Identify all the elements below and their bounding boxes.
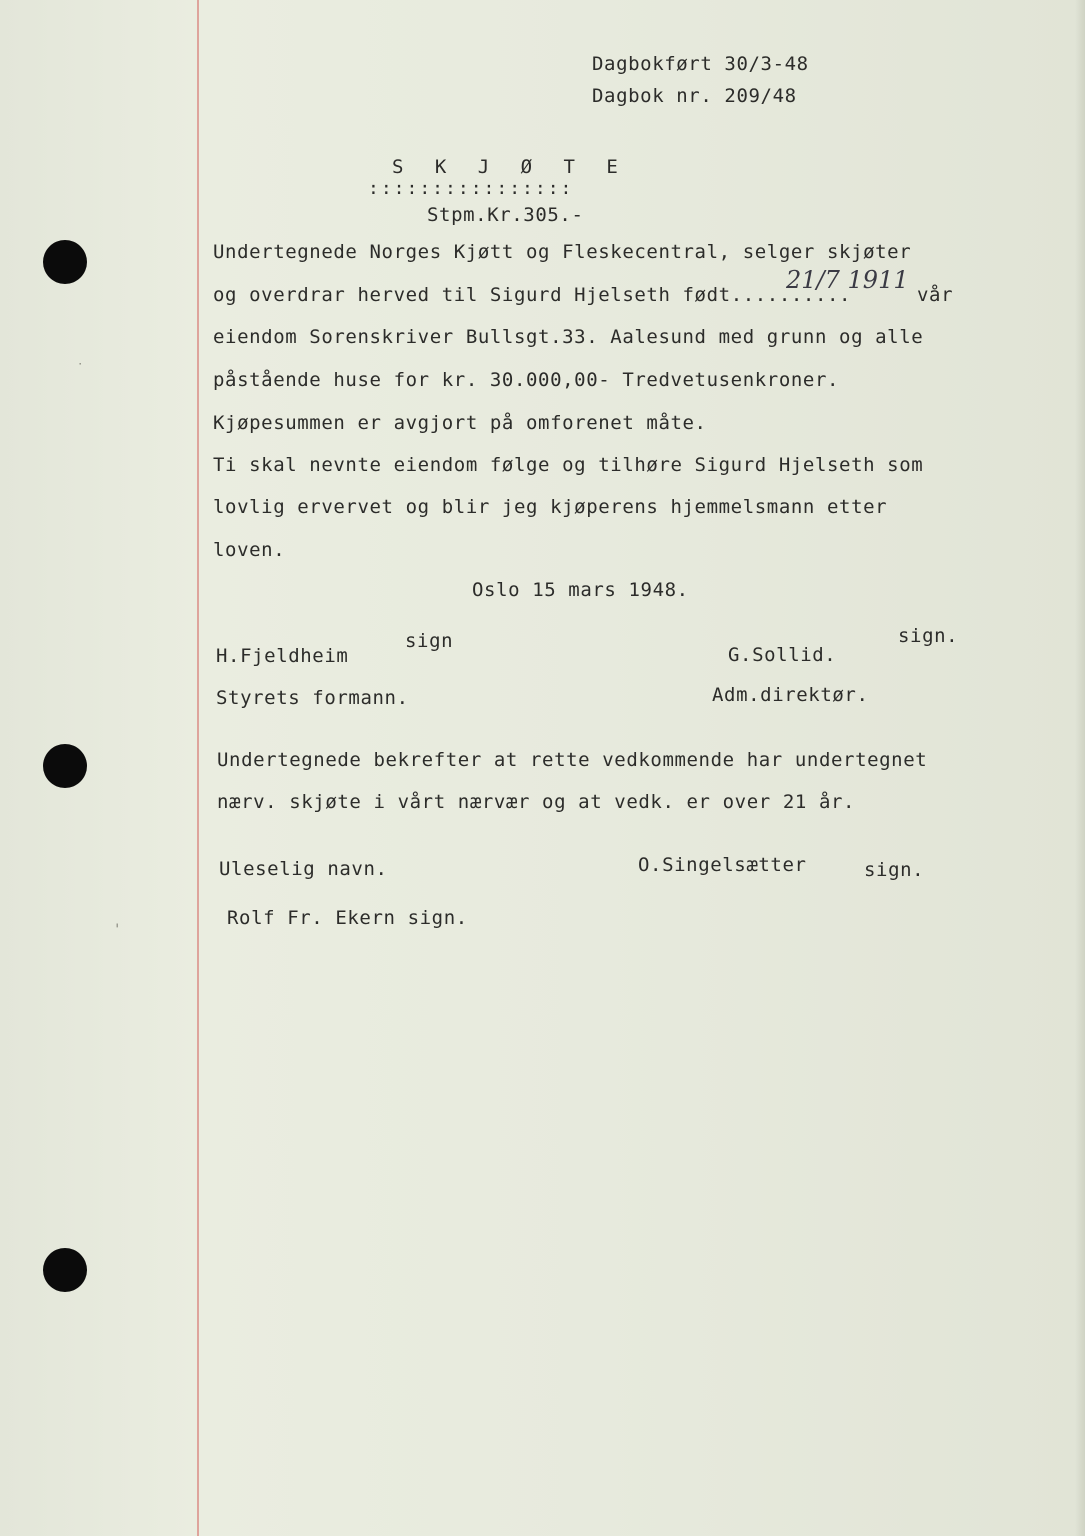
witness-3: Rolf Fr. Ekern sign. (227, 907, 468, 929)
body-line-2 (213, 283, 851, 307)
witness-2-sign: sign. (864, 859, 925, 881)
left-sign-mark: sign (405, 630, 454, 652)
page-edge-shadow (1075, 0, 1085, 1536)
handwritten-birthdate: 21/7 1911 (786, 266, 909, 294)
birthdate-dots: .......... (730, 284, 852, 306)
punch-hole (43, 744, 87, 788)
right-sign-mark: sign. (898, 625, 959, 647)
witness-line-2: nærv. skjøte i vårt nærvær og at vedk. er over 21 år. (217, 791, 856, 813)
left-signer-title: Styrets formann. (216, 687, 409, 709)
body-line-6: Ti skal nevnte eiendom følge og tilhøre Sigurd Hjelseth som (213, 454, 924, 476)
right-signer-title: Adm.direktør. (712, 684, 869, 706)
body-line-4: påstående huse for kr. 30.000,00- Tredvetusenkroner. (213, 369, 840, 391)
margin-line (197, 0, 199, 1536)
body-line-2-text: og overdrar herved til Sigurd Hjelseth født (213, 284, 731, 306)
stamp-duty: Stpm.Kr.305.- (427, 204, 584, 226)
paper-speck: ˙ (76, 362, 85, 378)
title-underline: :::::::::::::::: (368, 178, 574, 199)
body-line-7: lovlig ervervet og blir jeg kjøperens hjemmelsmann etter (213, 496, 888, 518)
witness-1-name: Uleselig navn. (219, 858, 388, 880)
body-line-1: Undertegnede Norges Kjøtt og Fleskecentral, selger skjøter (213, 241, 912, 263)
body-line-2-end: vår (917, 284, 954, 306)
witness-line-1: Undertegnede bekrefter at rette vedkommende har undertegnet (217, 749, 928, 771)
place-date: Oslo 15 mars 1948. (472, 579, 689, 601)
paper-speck: ' (113, 922, 122, 938)
document-title: S K J Ø T E (392, 156, 628, 178)
body-line-5: Kjøpesummen er avgjort på omforenet måte. (213, 412, 707, 434)
body-line-3: eiendom Sorenskriver Bullsgt.33. Aalesund med grunn og alle (213, 326, 924, 348)
body-line-8: loven. (213, 539, 286, 561)
punch-hole (43, 1248, 87, 1292)
witness-2-name: O.Singelsætter (638, 854, 807, 876)
right-signer-name: G.Sollid. (728, 644, 837, 666)
dagbok-number: Dagbok nr. 209/48 (592, 85, 797, 107)
dagbokfort-line: Dagbokført 30/3-48 (592, 53, 809, 75)
punch-hole (43, 240, 87, 284)
left-signer-name: H.Fjeldheim (216, 645, 349, 667)
